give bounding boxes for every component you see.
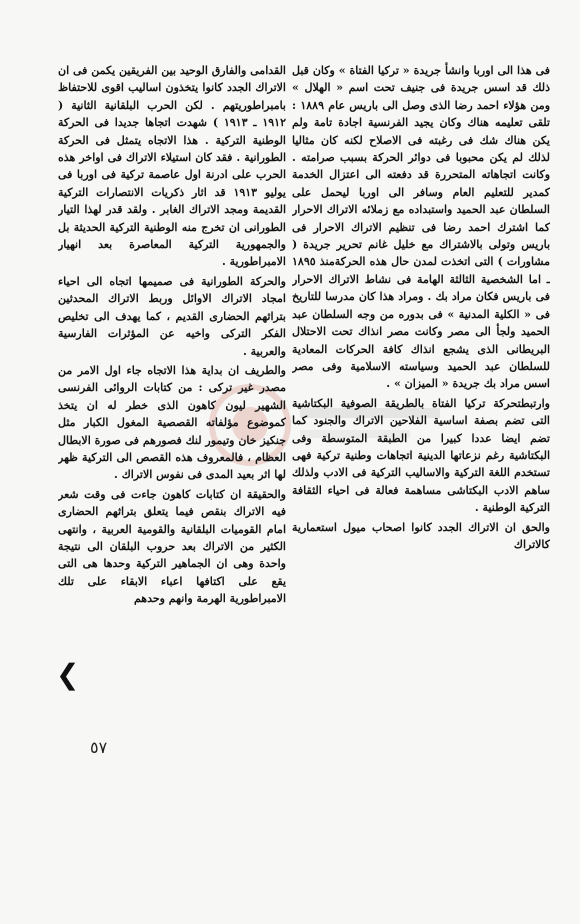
text-column-left — [58, 62, 286, 702]
paragraph: وارتبطتحركة تركيا الفتاة بالطريقة الصوفية البكتاشية التى تضم بصفة اساسية الفلاحين الاتراك والجنود كما تضم ايضا عددا كبيرا من الطبقة المتوسطة وفى البكتاشية رغم نزعاتها الدينية اتجاهات وطنية تركية فهى تستخدم اللغة التركية والاساليب التركية فى الادب ولذلك ساهم الادب البكتاشى مساهمة فعالة فى احياء الثقافة التركية الوطنية . — [292, 396, 550, 515]
paragraph: والطريف ان بداية هذا الاتجاه جاء اول الامر من مصدر غير تركى : من كتابات الروائى الفرنسى الشهير ليون كاهون الذى خطر له ان يتخذ كموضوع مؤلفاته القصصية المغول الكبار مثل جنكيز خان وتيمور لنك فصورهم فى صورة الابطال العظام ، فالمعروف هذه القصص الى التركية ظهر لها اثر بعيد المدى فى نفوس الاتراك . — [58, 363, 286, 482]
page-number: ٥٧ — [90, 738, 108, 757]
paragraph: والحق ان الاتراك الجدد كانوا اصحاب ميول استعمارية كالاتراك — [292, 520, 550, 551]
paragraph: والحركة الطورانية فى صميمها اتجاه الى احياء امجاد الاتراك الاوائل وربط الاتراك المحدثين بتراثهم الحضارى القديم ، كما يهدف الى تخليص الفكر التركى واخيه عن المؤثرات الفارسية والعربية . — [58, 274, 286, 358]
paragraph: والحقيقة ان كتابات كاهون جاءت فى وقت شعر فيه الاتراك بنقص فيما يتعلق بتراثهم الحضارى امام القوميات البلقانية والقومية العربية ، وانتهى الكثير من الاتراك بعد حروب البلقان الى نتيجة واحدة وهى ان الجماهير التركية وحدها هى التى يقع على اكتافها اعباء الابقاء على تلك الامبراطورية الهرمة وانهم وحدهم — [58, 487, 286, 606]
paragraph: فى هذا الى اوربا وانشأ جريدة « تركيا الفتاة » وكان قبل ذلك قد اسس جريدة فى جنيف تحت اسم « الهلال » ومن هؤلاء احمد رضا الذى وصل الى باريس عام ١٨٨٩ : تلقى تعليمه هناك وكان يجيد الفرنسية اجادة تامة ولم يكن هناك شك فى رغبته فى الاصلاح لكنه كان مثاليا لذلك لم يكن محبوبا فى دوائر الحركة بسبب صرامته . وكانت اتجاهاته المتحررة قد دفعته الى اعتزال الخدمة كمدير للتعليم العام وسافر الى اوربا ليحمل على السلطان عبد الحميد واستبداده مع زملائه الاتراك الاحرار كما اشترك احمد رضا فى تنظيم الاتراك الاحرار فى باريس وتولى بالاشتراك مع خليل غانم تحرير جريدة ( مشاورات ) التى اتخذت لمدن حال هذه الحركةمنذ ١٨٩٥ ـ اما الشخصية الثالثة الهامة فى نشاط الاتراك الاحرار فى باريس فكان مراد بك . ومراد هذا كان مدرسا للتاريخ فى « الكلية المدنية » فى بدوره من وجه السلطان عبد الحميد ولجأ الى مصر وكانت مصر انذاك تحت الاحتلال البريطانى الذى يشجع انذاك كافة الحركات المعادية للسلطان عبد الحميد وسياسته الاسلامية وفى مصر اسس مراد بك جريدة « الميزان » . — [292, 64, 550, 391]
arrow-left-icon: ❮ — [56, 658, 80, 691]
paragraph: القدامى والفارق الوحيد بين الفريقين يكمن فى ان الاتراك الجدد كانوا يتخذون اساليب اقوى للاحتفاظ بامبراطوريتهم . لكن الحرب البلقانية الثانية ( ١٩١٢ ـ ١٩١٣ ) شهدت اتجاها جديدا فى الحركة الوطنية التركية . هذا الاتجاه يتمثل فى الحركة الطورانية . فقد كان استيلاء الاتراك فى اواخر هذه الحرب على ادرنة اول عاصمة تركية فى اوربا فى يوليو ١٩١٣ قد اثار ذكريات الانتصارات التركية القديمة ومجد الاتراك الغابر . ولقد قدر لهذا التيار الطورانى ان تخرج منه الوطنية التركية الحديثة بل والجمهورية التركية المعاصرة بعد انهيار الامبراطورية . — [58, 64, 286, 269]
text-column-right — [292, 62, 550, 762]
